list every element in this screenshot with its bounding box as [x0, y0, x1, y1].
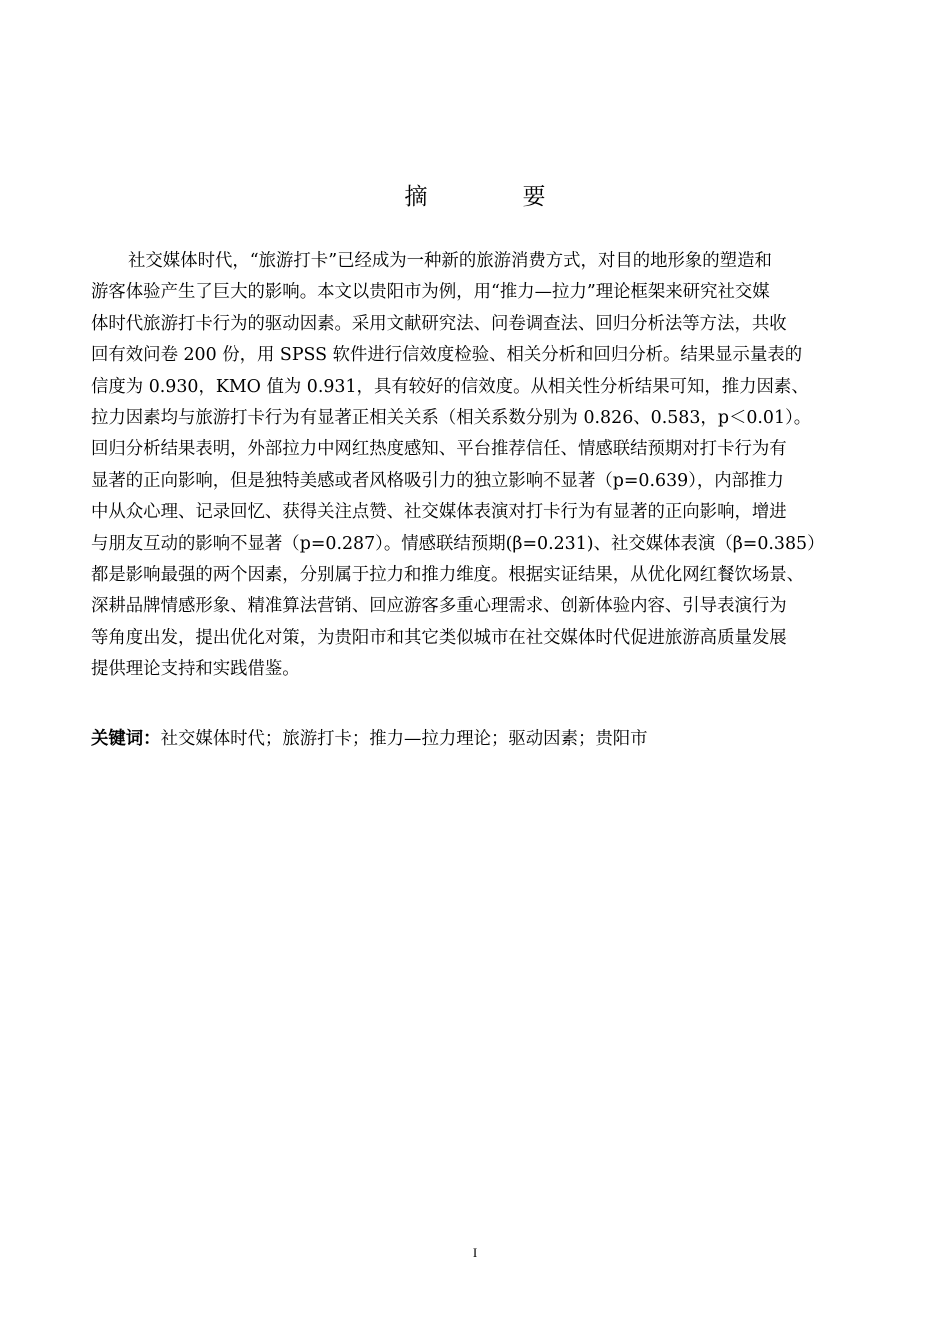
- abstract-line: 显著的正向影响，但是独特美感或者风格吸引力的独立影响不显著（p=0.639），内部推力: [91, 470, 784, 491]
- abstract-line: 拉力因素均与旅游打卡行为有显著正相关关系（相关系数分别为 0.826、0.583，p＜0.01）。: [91, 407, 812, 428]
- abstract-heading: [0, 178, 950, 211]
- page-number: I: [472, 1245, 478, 1260]
- abstract-line: 体时代旅游打卡行为的驱动因素。采用文献研究法、问卷调查法、回归分析法等方法，共收: [91, 313, 787, 334]
- abstract-line: 信度为 0.930，KMO 值为 0.931，具有较好的信效度。从相关性分析结果可知，推力因素、: [91, 376, 809, 397]
- abstract-line: 深耕品牌情感形象、精准算法营销、回应游客多重心理需求、创新体验内容、引导表演行为: [91, 596, 787, 617]
- abstract-line: 社交媒体时代，“旅游打卡”已经成为一种新的旅游消费方式，对目的地形象的塑造和: [128, 251, 772, 271]
- abstract-line: 与朋友互动的影响不显著（p=0.287）。情感联结预期(β=0.231)、社交媒体表演（β=0.385）: [91, 533, 825, 554]
- abstract-line: 中从众心理、记录回忆、获得关注点赞、社交媒体表演对打卡行为有显著的正向影响，增进: [91, 502, 787, 523]
- abstract-line: 回有效问卷 200 份，用 SPSS 软件进行信效度检验、相关分析和回归分析。结果显示量表的: [91, 345, 803, 366]
- abstract-line: 提供理论支持和实践借鉴。: [91, 659, 300, 680]
- keywords-paragraph: [91, 725, 648, 753]
- abstract-line: 都是影响最强的两个因素，分别属于拉力和推力维度。根据实证结果，从优化网红餐饮场景、: [91, 564, 805, 585]
- abstract-heading-text: 摘 要: [404, 184, 582, 210]
- abstract-body: [91, 246, 861, 685]
- abstract-line: 等角度出发，提出优化对策，为贵阳市和其它类似城市在社交媒体时代促进旅游高质量发展: [91, 627, 787, 648]
- abstract-line: 回归分析结果表明，外部拉力中网红热度感知、平台推荐信任、情感联结预期对打卡行为有: [91, 439, 787, 460]
- keywords-text: 社交媒体时代；旅游打卡；推力—拉力理论；驱动因素；贵阳市: [160, 729, 648, 749]
- abstract-line: 游客体验产生了巨大的影响。本文以贵阳市为例，用“推力—拉力”理论框架来研究社交媒: [91, 282, 770, 303]
- keywords-label: 关键词：: [91, 729, 161, 749]
